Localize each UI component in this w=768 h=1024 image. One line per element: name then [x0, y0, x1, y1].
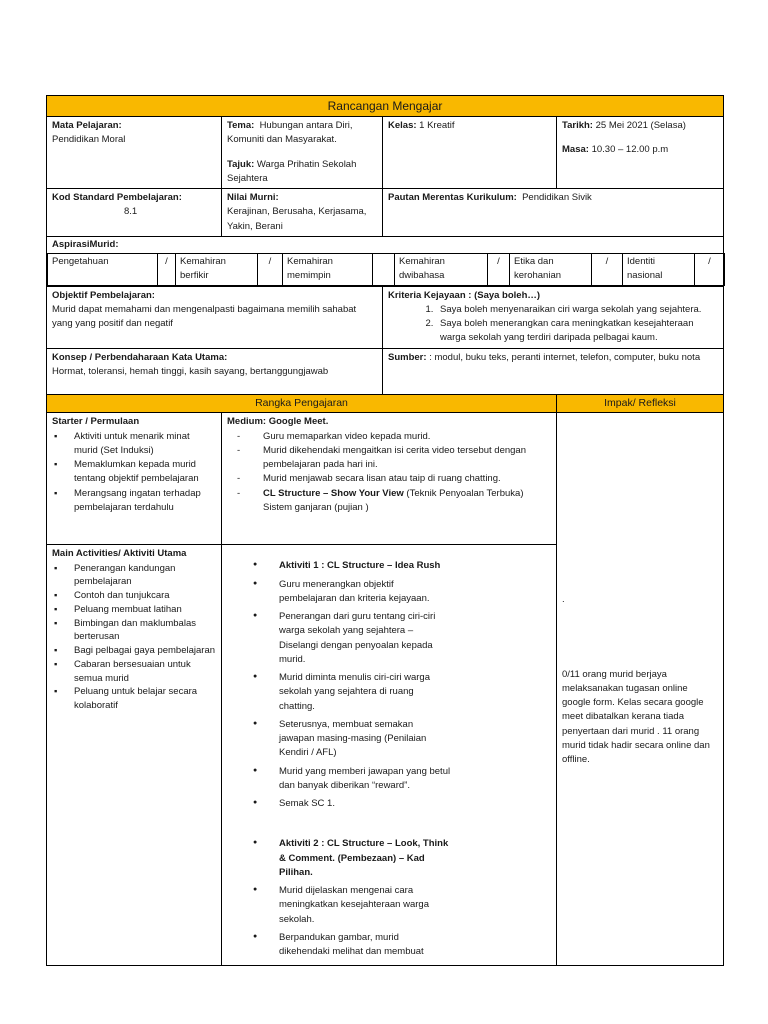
- aspiration-mark: /: [695, 254, 725, 286]
- medium-cell: [222, 413, 557, 545]
- values-value: Kerajinan, Berusaha, Kerjasama, Yakin, Berani: [227, 206, 367, 232]
- main-activity-item: ▪ Contoh dan tunjukcara: [74, 589, 216, 603]
- teaching-outline-header: Rangka Pengajaran: [47, 394, 557, 413]
- main-activity-item: ▪ Bagi pelbagai gaya pembelajaran: [74, 644, 216, 658]
- success-criteria-list: [388, 303, 718, 346]
- medium-item: - Murid dikehendaki mengaitkan isi cerita video tersebut dengan pembelajaran pada hari ini.: [263, 444, 551, 473]
- starter-cell: [47, 413, 222, 545]
- impact-dot: .: [562, 594, 565, 606]
- main-activity-item: ▪ Cabaran bersesuaian untuk semua murid: [74, 658, 216, 686]
- starter-label: Starter / Permulaan: [52, 416, 140, 428]
- curriculum-link-value: Pendidikan Sivik: [522, 192, 592, 203]
- date-label: Tarikh:: [562, 120, 593, 131]
- success-criteria-item: 2. Saya boleh menerangkan cara meningkatkan kesejahteraan warga sekolah yang terdiri daripada pelbagai kaum.: [436, 317, 718, 346]
- activities-detail-cell: [222, 545, 557, 966]
- activity1-title: ● Aktiviti 1 : CL Structure – Idea Rush: [279, 559, 451, 573]
- values-cell: [222, 189, 383, 237]
- medium-label: Medium: Google Meet.: [227, 416, 329, 428]
- resources-label: Sumber:: [388, 351, 427, 363]
- success-criteria-cell: [383, 286, 724, 348]
- aspiration-cell: [47, 236, 724, 286]
- values-label: Nilai Murni:: [227, 192, 279, 203]
- main-activities-list: [52, 562, 216, 713]
- starter-list: [52, 430, 216, 516]
- standard-code-value: 8.1: [124, 206, 138, 218]
- topic-label: Tajuk:: [227, 158, 255, 170]
- aspiration-item: Identiti nasional: [623, 254, 695, 286]
- resources-cell: [383, 348, 724, 394]
- date-value: 25 Mei 2021 (Selasa): [595, 120, 686, 131]
- aspiration-label: AspirasiMurid:: [52, 238, 119, 250]
- concept-value: Hormat, toleransi, hemah tinggi, kasih sayang, bertanggungjawab: [52, 365, 329, 377]
- aspiration-item: Etika dan kerohanian: [510, 254, 592, 286]
- subject-label: Mata Pelajaran:: [52, 120, 122, 131]
- class-value: 1 Kreatif: [419, 120, 455, 131]
- main-activity-item: ▪ Penerangan kandungan pembelajaran: [74, 562, 216, 590]
- aspiration-mark: /: [592, 254, 623, 286]
- activity1-item: ● Guru menerangkan objektif pembelajaran dan kriteria kejayaan.: [279, 578, 451, 607]
- medium-item: [263, 487, 551, 516]
- success-criteria-label: Kriteria Kejayaan : (Saya boleh…): [388, 289, 541, 301]
- medium-item: - Murid menjawab secara lisan atau taip di ruang chatting.: [263, 472, 551, 486]
- theme-cell: [222, 117, 383, 189]
- activity2-item: ● Berpandukan gambar, murid dikehendaki melihat dan membuat: [279, 931, 451, 960]
- aspiration-mark: /: [258, 254, 283, 286]
- activity1-item: ● Penerangan dari guru tentang ciri-ciri warga sekolah yang sejahtera – Diselangi dengan penyoalan kepada murid.: [279, 610, 451, 667]
- aspiration-mark: [373, 254, 395, 286]
- objective-label: Objektif Pembelajaran:: [52, 289, 155, 301]
- main-activities-label: Main Activities/ Aktiviti Utama: [52, 548, 187, 560]
- theme-label: Tema:: [227, 120, 255, 131]
- starter-item: ▪ Merangsang ingatan terhadap pembelajaran terdahulu: [74, 487, 216, 516]
- topic-value: Warga Prihatin Sekolah Sejahtera: [227, 158, 357, 184]
- concept-label: Konsep / Perbendaharaan Kata Utama:: [52, 351, 228, 363]
- aspiration-mark: /: [158, 254, 176, 286]
- curriculum-link-label: Pautan Merentas Kurikulum:: [388, 192, 517, 203]
- time-label: Masa:: [562, 144, 589, 156]
- standard-code-cell: [47, 189, 222, 237]
- lesson-plan-table: [46, 95, 724, 966]
- standard-code-label: Kod Standard Pembelajaran:: [52, 192, 182, 203]
- impact-header: Impak/ Refleksi: [557, 394, 724, 413]
- activity2-item: ● Murid dijelaskan mengenai cara meningkatkan kesejahteraan warga sekolah.: [279, 884, 451, 927]
- class-cell: [383, 117, 557, 189]
- objective-value: Murid dapat memahami dan mengenalpasti bagaimana memilih sahabat yang yang positif dan negatif: [52, 303, 357, 329]
- main-activity-item: ▪ Bimbingan dan maklumbalas berterusan: [74, 617, 216, 645]
- success-criteria-item: 1. Saya boleh menyenaraikan ciri warga sekolah yang sejahtera.: [436, 303, 718, 317]
- activity2-title: ● Aktiviti 2 : CL Structure – Look, Think & Comment. (Pembezaan) – Kad Pilihan.: [279, 837, 451, 880]
- impact-cell: [557, 413, 724, 966]
- medium-item: - Guru memaparkan video kepada murid.: [263, 430, 551, 444]
- activity1-list: [227, 559, 551, 811]
- activity2-list: [227, 837, 551, 959]
- aspiration-item: Kemahiran memimpin: [283, 254, 373, 286]
- main-activity-item: ▪ Peluang untuk belajar secara kolaboratif: [74, 685, 216, 713]
- subject-value: Pendidikan Moral: [52, 134, 126, 146]
- date-cell: [557, 117, 724, 189]
- medium-item-bold: CL Structure – Show Your View: [263, 487, 404, 499]
- activity1-item: ● Semak SC 1.: [279, 797, 451, 811]
- main-activity-item: ▪ Peluang membuat latihan: [74, 603, 216, 617]
- subject-cell: [47, 117, 222, 189]
- curriculum-link-cell: [383, 189, 724, 237]
- starter-item: ▪ Memaklumkan kepada murid tentang objektif pembelajaran: [74, 458, 216, 487]
- aspiration-item: Kemahiran dwibahasa: [395, 254, 488, 286]
- plan-title: Rancangan Mengajar: [47, 96, 724, 117]
- resources-value: : modul, buku teks, peranti internet, telefon, computer, buku nota: [429, 351, 701, 363]
- activity1-item: ● Seterusnya, membuat semakan jawapan masing-masing (Penilaian Kendiri / AFL): [279, 718, 451, 761]
- aspiration-item: Kemahiran berfikir: [176, 254, 258, 286]
- theme-value: Hubungan antara Diri, Komuniti dan Masyarakat.: [227, 120, 353, 146]
- aspiration-mark: /: [488, 254, 510, 286]
- objective-cell: [47, 286, 383, 348]
- starter-item: ▪ Aktiviti untuk menarik minat murid (Set Induksi): [74, 430, 216, 459]
- time-value: 10.30 – 12.00 p.m: [591, 144, 669, 156]
- aspiration-table: [47, 253, 725, 286]
- main-activities-cell: [47, 545, 222, 966]
- class-label: Kelas:: [388, 120, 417, 131]
- activity1-item: ● Murid yang memberi jawapan yang betul dan banyak diberikan “reward”.: [279, 765, 451, 794]
- medium-item-rest: (Teknik Penyoalan Terbuka) Sistem ganjaran (pujian ): [263, 487, 524, 513]
- medium-list: [227, 430, 551, 516]
- activity1-item: ● Murid diminta menulis ciri-ciri warga sekolah yang sejahtera di ruang chatting.: [279, 671, 451, 714]
- concept-cell: [47, 348, 383, 394]
- aspiration-item: Pengetahuan: [48, 254, 158, 286]
- impact-text: 0/11 orang murid berjaya melaksanakan tugasan online google form. Kelas secara google meet dibatalkan kerana tiada penyertaan dari murid . 11 orang murid tidak hadir secara online dan offline.: [562, 668, 710, 765]
